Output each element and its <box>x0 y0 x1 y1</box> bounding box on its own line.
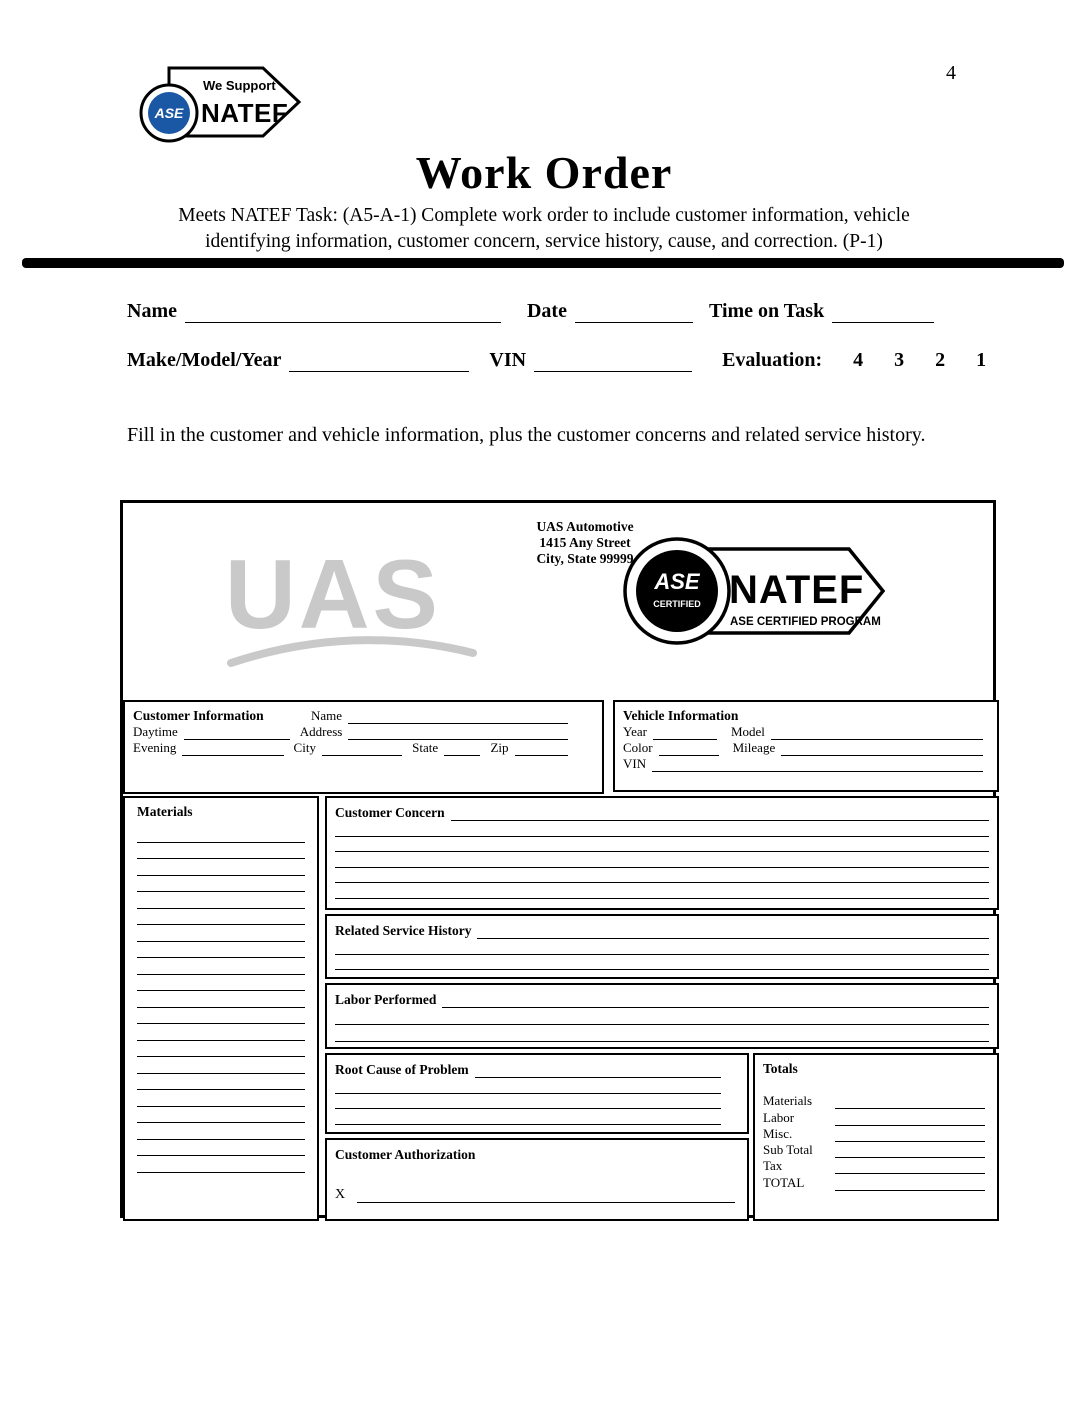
vin-blank-line <box>534 366 692 372</box>
vehicle-info-row-2 <box>623 740 989 756</box>
uas-watermark <box>225 539 585 705</box>
customer-information-box <box>123 700 604 794</box>
key-logo-graphic <box>133 56 305 148</box>
materials-title: Materials <box>137 804 193 819</box>
totals-title: Totals <box>763 1061 798 1076</box>
customer-concern-lines <box>335 821 989 899</box>
date-blank-line <box>575 317 693 323</box>
vehicle-information-box <box>613 700 999 792</box>
blank-line <box>137 1057 305 1074</box>
blank-line <box>137 876 305 893</box>
vin-label: VIN <box>489 349 527 371</box>
totals-materials-blank-line <box>835 1104 985 1109</box>
certified-label: CERTIFIED <box>653 599 701 609</box>
we-support-label: We Support <box>203 78 276 93</box>
ase-certified-program-label: ASE CERTIFIED PROGRAM <box>730 616 881 628</box>
totals-rows <box>763 1093 989 1191</box>
root-cause-box <box>325 1053 749 1134</box>
totals-row-misc <box>763 1126 989 1142</box>
blank-line <box>137 826 305 843</box>
ase-logo-text: ASE <box>654 569 700 594</box>
customer-concern-box <box>325 796 999 910</box>
task-description <box>94 203 994 255</box>
customer-name-blank-line <box>348 719 568 724</box>
totals-materials-label: Materials <box>763 1093 813 1109</box>
blank-line <box>137 1041 305 1058</box>
zip-blank-line <box>515 751 568 756</box>
totals-tax-blank-line <box>835 1169 985 1174</box>
totals-subtotal-blank-line <box>835 1153 985 1158</box>
daytime-label: Daytime <box>133 724 178 739</box>
year-label: Year <box>623 724 647 739</box>
blank-line <box>137 843 305 860</box>
natef-certified-logo <box>617 531 891 657</box>
watermark-swoosh-icon <box>227 631 477 671</box>
shop-street: 1415 Any Street <box>539 535 631 550</box>
vehicle-vin-blank-line <box>652 767 983 772</box>
totals-subtotal-label: Sub Total <box>763 1142 813 1158</box>
blank-line <box>137 1140 305 1157</box>
vehicle-info-title-row <box>623 708 989 724</box>
zip-label: Zip <box>490 740 509 755</box>
evaluation-value-3: 3 <box>894 349 905 371</box>
labor-performed-title-row <box>335 990 989 1008</box>
vehicle-vin-label: VIN <box>623 756 647 771</box>
customer-name-label: Name <box>311 708 343 723</box>
totals-misc-blank-line <box>835 1137 985 1142</box>
name-blank-line <box>185 317 501 323</box>
customer-concern-title: Customer Concern <box>335 805 445 820</box>
blank-line <box>137 1107 305 1124</box>
daytime-blank-line <box>184 735 290 740</box>
totals-row-materials <box>763 1093 989 1109</box>
service-history-box <box>325 914 999 979</box>
model-blank-line <box>771 735 983 740</box>
blank-line <box>137 925 305 942</box>
time-on-task-blank-line <box>832 317 934 323</box>
blank-line <box>137 1024 305 1041</box>
blank-line <box>137 1090 305 1107</box>
model-label: Model <box>730 724 765 739</box>
customer-info-row-1 <box>133 708 594 724</box>
customer-authorization-title: Customer Authorization <box>335 1147 476 1162</box>
natef-certified-logo-graphic <box>617 531 891 657</box>
blank-line <box>335 939 989 955</box>
totals-row-tax <box>763 1158 989 1174</box>
blank-line <box>137 859 305 876</box>
blank-line <box>137 1156 305 1173</box>
totals-total-blank-line <box>835 1186 985 1191</box>
header-fields-row-1 <box>127 300 934 323</box>
evening-label: Evening <box>133 740 177 755</box>
color-blank-line <box>659 751 719 756</box>
root-cause-title: Root Cause of Problem <box>335 1062 469 1077</box>
instructions-text: Fill in the customer and vehicle information, plus the customer concerns and related service history. <box>127 424 926 446</box>
labor-performed-lines <box>335 1008 989 1042</box>
date-label: Date <box>526 300 567 322</box>
natef-support-logo <box>133 56 305 148</box>
root-cause-title-line <box>475 1073 721 1078</box>
signature-x-label: X <box>335 1187 346 1202</box>
blank-line <box>137 909 305 926</box>
customer-concern-title-line <box>451 816 989 821</box>
signature-blank-line <box>357 1198 735 1203</box>
blank-line <box>335 955 989 971</box>
customer-info-row-2 <box>133 724 594 740</box>
materials-lines <box>137 826 305 1173</box>
ase-logo-text: ASE <box>154 105 184 121</box>
root-cause-title-row <box>335 1060 739 1078</box>
blank-line <box>137 892 305 909</box>
shop-city: City, State 99999 <box>536 551 634 566</box>
totals-labor-blank-line <box>835 1121 985 1126</box>
color-label: Color <box>623 740 653 755</box>
labor-performed-box <box>325 983 999 1049</box>
state-blank-line <box>444 751 480 756</box>
blank-line <box>335 1008 989 1025</box>
customer-authorization-box <box>325 1138 749 1221</box>
uas-watermark-text: UAS <box>225 539 441 649</box>
natef-label: NATEF <box>201 98 289 128</box>
task-line-2: identifying information, customer concern, service history, cause, and correction. (P-1) <box>205 231 883 252</box>
blank-line <box>335 1109 721 1125</box>
address-blank-line <box>348 735 568 740</box>
customer-information-title: Customer Information <box>133 708 264 723</box>
work-order-sheet <box>120 500 996 1218</box>
blank-line <box>335 883 989 899</box>
vehicle-information-title: Vehicle Information <box>623 708 739 723</box>
mileage-blank-line <box>781 751 983 756</box>
shop-name: UAS Automotive <box>536 519 634 534</box>
city-label: City <box>293 740 316 755</box>
header-fields-row-2 <box>127 349 986 372</box>
vehicle-info-row-3 <box>623 756 989 772</box>
root-cause-lines <box>335 1078 739 1125</box>
totals-total-label: TOTAL <box>763 1174 805 1190</box>
totals-row-total <box>763 1174 989 1190</box>
blank-line <box>137 958 305 975</box>
divider-rule <box>22 258 1064 268</box>
totals-row-labor <box>763 1109 989 1125</box>
page-number: 4 <box>946 62 956 84</box>
totals-tax-label: Tax <box>763 1158 783 1174</box>
time-on-task-label: Time on Task <box>708 300 825 322</box>
customer-info-row-3 <box>133 740 594 756</box>
make-model-year-blank-line <box>289 366 469 372</box>
totals-misc-label: Misc. <box>763 1125 793 1141</box>
customer-concern-title-row <box>335 803 989 821</box>
blank-line <box>137 1008 305 1025</box>
state-label: State <box>412 740 439 755</box>
blank-line <box>335 852 989 868</box>
make-model-year-label: Make/Model/Year <box>127 349 282 371</box>
service-history-lines <box>335 939 989 986</box>
natef-label: NATEF <box>729 568 865 612</box>
blank-line <box>335 1094 721 1110</box>
blank-line <box>137 975 305 992</box>
totals-box <box>753 1053 999 1221</box>
blank-line <box>335 1078 721 1094</box>
blank-line <box>335 1025 989 1042</box>
evaluation-value-4: 4 <box>853 349 864 371</box>
service-history-title-row <box>335 921 989 939</box>
authorization-signature-row <box>335 1185 739 1203</box>
evaluation-value-1: 1 <box>976 349 987 371</box>
evaluation-label: Evaluation: <box>722 349 823 371</box>
year-blank-line <box>653 735 717 740</box>
labor-performed-title-line <box>442 1003 989 1008</box>
service-history-title-line <box>477 934 989 939</box>
blank-line <box>137 991 305 1008</box>
address-label: Address <box>299 724 343 739</box>
blank-line <box>137 1123 305 1140</box>
mileage-label: Mileage <box>732 740 776 755</box>
evening-blank-line <box>182 751 283 756</box>
name-label: Name <box>127 300 177 322</box>
blank-line <box>335 821 989 837</box>
labor-performed-title: Labor Performed <box>335 992 437 1007</box>
service-history-title: Related Service History <box>335 923 472 938</box>
totals-labor-label: Labor <box>763 1109 795 1125</box>
vehicle-info-row-1 <box>623 724 989 740</box>
city-blank-line <box>322 751 402 756</box>
blank-line <box>335 868 989 884</box>
task-line-1: Meets NATEF Task: (A5-A-1) Complete work order to include customer information, vehicle <box>178 205 910 226</box>
materials-box <box>123 796 319 1221</box>
evaluation-value-2: 2 <box>935 349 946 371</box>
blank-line <box>137 942 305 959</box>
page-title: Work Order <box>415 147 673 198</box>
blank-line <box>335 837 989 853</box>
totals-row-subtotal <box>763 1142 989 1158</box>
blank-line <box>137 1074 305 1091</box>
